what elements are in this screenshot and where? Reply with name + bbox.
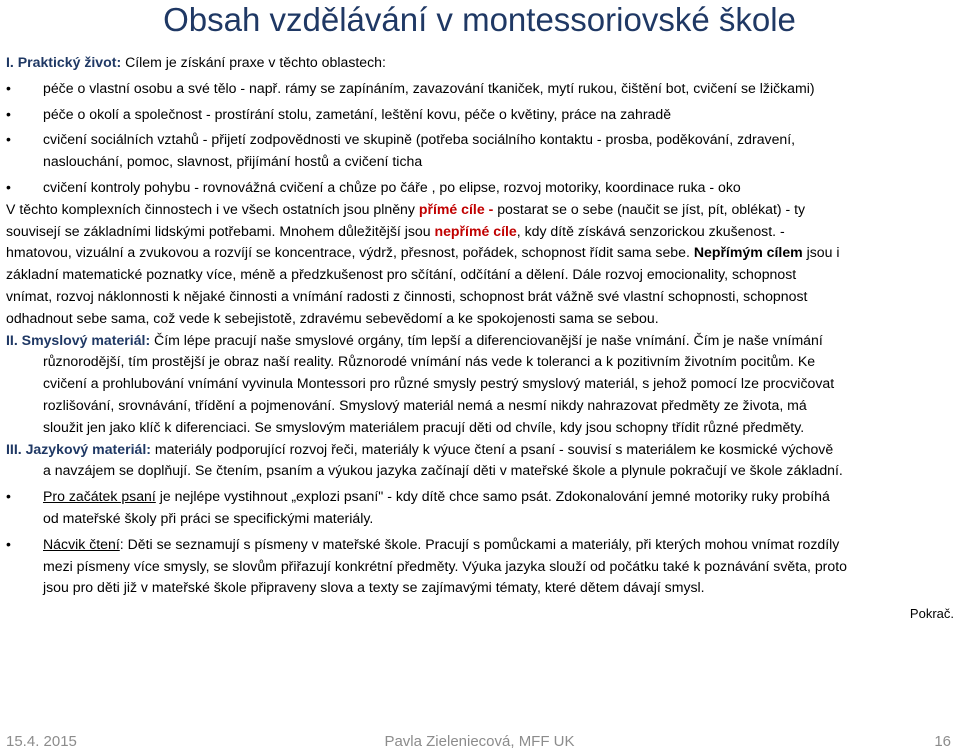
footer-page-number: 16 <box>934 733 951 750</box>
paragraph-line: základní matematické poznatky více, méně a předzkušenost pro sčítání, odčítání a dělení. Dále rozvoj emocionality, schopnost <box>6 266 797 283</box>
text: postarat se o sebe (naučit se jíst, pít, oblékat) - ty <box>493 200 806 217</box>
paragraph-line <box>6 199 954 221</box>
bullet-icon: • <box>6 105 11 122</box>
text: jsou i <box>802 244 840 261</box>
footer-date: 15.4. 2015 <box>6 733 77 750</box>
text: je nejlépe vystihnout „explozi psaní" - kdy dítě chce samo psát. Zdokonalování jemné motoriky ruky probíhá <box>155 488 830 505</box>
emphasis-direct-goals: přímé cíle - <box>418 200 494 217</box>
underlined-term: Nácvik čtení <box>43 535 120 552</box>
emphasis-indirect-goal: Nepřímým cílem <box>693 244 803 261</box>
underlined-term: Pro začátek psaní <box>43 488 156 505</box>
list-item-text: cvičení sociálních vztahů - přijetí zodpovědnosti ve skupině (potřeba sociálního kontaktu - prosba, poděkování, zdravení, <box>43 131 796 148</box>
list-item-text: péče o vlastní osobu a své tělo - např. rámy se zapínáním, zavazování tkaniček, mytí rukou, čištění bot, cvičení se lžičkami) <box>43 79 815 96</box>
section-sensory-material-line <box>6 330 954 352</box>
footer-author: Pavla Zieleniecová, MFF UK <box>384 733 575 750</box>
list-item <box>6 78 954 100</box>
bullet-icon: • <box>6 131 11 148</box>
list-item <box>6 129 954 151</box>
bullet-icon: • <box>6 79 11 96</box>
bullet-icon: • <box>6 535 11 552</box>
list-item <box>6 104 954 126</box>
paragraph-line: různorodější, tím prostější je obraz naší reality. Různorodé vnímání nás vede k toleranci a k pozitivním životním pocitům. Ke <box>43 353 816 370</box>
slide-content <box>6 52 954 625</box>
paragraph-line: vnímat, rozvoj náklonnosti k nějaké činnosti a vnímání radosti z činnosti, schopnost brát vážně své vlastní schopnosti, schopnost <box>6 287 808 304</box>
emphasis-indirect-goals: nepřímé cíle <box>434 222 517 239</box>
paragraph-line: cvičení a prohlubování vnímání vyvinula Montessori pro různé smysly pestrý smyslový materiál, s jehož pomocí lze procvičovat <box>43 375 835 392</box>
paragraph-line: a navzájem se doplňují. Se čtením, psaním a výukou jazyka začínají děti v mateřské škole a plynule pokračují ve škole základní. <box>43 462 843 479</box>
list-item-text: péče o okolí a společnost - prostírání stolu, zametání, leštění kovu, péče o květiny, práce na zahradě <box>43 105 672 122</box>
text: Čím lépe pracují naše smyslové orgány, tím lepší a diferenciovanější je naše vnímání. Čím je naše vnímání <box>150 331 823 348</box>
continue-note: Pokrač. <box>909 606 954 622</box>
text: materiály podporující rozvoj řeči, materiály k výuce čtení a psaní - souvisí s materiálem ke kosmické výchově <box>150 440 834 457</box>
list-item-continuation: jsou pro děti již v mateřské škole připraveny slova a texty se zajímavými tématy, které dětem dávají smysl. <box>43 579 705 596</box>
page-title: Obsah vzdělávání v montessoriovské škole <box>163 1 796 38</box>
text: souvisejí se základními lidskými potřebami. Mnohem důležitější jsou <box>6 222 435 239</box>
list-item <box>6 177 954 199</box>
section-label: I. Praktický život: <box>6 54 122 70</box>
text: : Děti se seznamují s písmeny v mateřské škole. Pracují s pomůckami a materiály, při kterých mohou vnímat rozdíly <box>119 535 840 552</box>
section-label: II. Smyslový materiál: <box>6 331 151 348</box>
text: V těchto komplexních činnostech i ve všech ostatních jsou plněny <box>6 200 419 217</box>
section-language-material-line <box>6 439 954 461</box>
section-label: III. Jazykový materiál: <box>6 440 151 457</box>
list-item-continuation: naslouchání, pomoc, slavnost, přijímání hostů a cvičení ticha <box>43 153 423 170</box>
bullet-icon: • <box>6 178 11 195</box>
bullet-icon: • <box>6 488 11 505</box>
paragraph-line: odhadnout sebe sama, což vede k sebejistotě, zdravému sebevědomí a ke spokojenosti sama se sebou. <box>6 309 659 326</box>
list-item-text: cvičení kontroly pohybu - rovnovážná cvičení a chůze po čáře , po elipse, rozvoj motoriky, koordinace ruka - oko <box>43 178 741 195</box>
text: hmatovou, vizuální a zvukovou a rozvíjí se koncentrace, výdrž, přesnost, pořádek, schopnost řídit sama sebe. <box>6 244 694 261</box>
paragraph-line: sloužit jen jako klíč k diferenciaci. Se smyslovým materiálem pracují děti od chvíle, kdy jsou schopny třídit různé předměty. <box>43 418 805 435</box>
paragraph-line <box>6 221 954 243</box>
section-practical-life-heading <box>6 52 954 74</box>
text: , kdy dítě získává senzorickou zkušenost. - <box>516 222 785 239</box>
list-item-continuation: mezi písmeny více smysly, se slovům přiřazují konkrétní předměty. Výuka jazyka slouží od počátku také k poznávání světa, proto <box>43 557 847 574</box>
paragraph-line: rozlišování, srovnávání, třídění a pojmenování. Smyslový materiál nemá a nesmí nikdy nahrazovat předměty ze života, má <box>43 396 807 413</box>
paragraph-line <box>6 242 954 264</box>
section-heading-text: Cílem je získání praxe v těchto oblastech: <box>121 54 386 70</box>
list-item <box>6 534 954 556</box>
list-item <box>6 486 954 508</box>
list-item-continuation: od mateřské školy při práci se specifickými materiály. <box>43 509 374 526</box>
